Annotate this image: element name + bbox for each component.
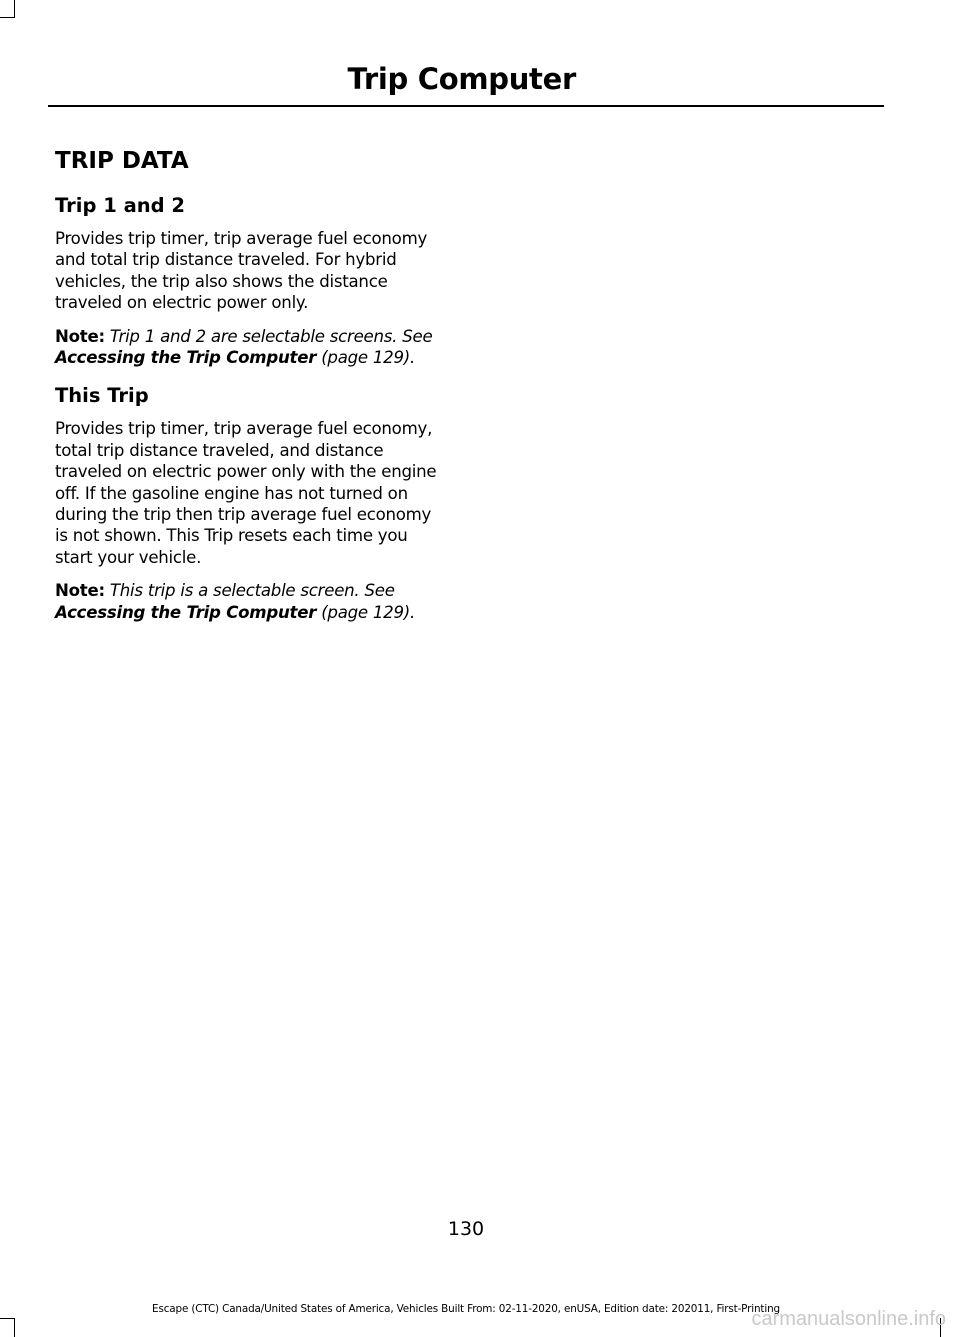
trip-1-2-heading: Trip 1 and 2 <box>55 194 185 217</box>
main-content <box>55 146 447 637</box>
this-trip-description: Provides trip timer, trip average fuel economy, total trip distance traveled, and distance traveled on electric power only with the engine off. If the gasoline engine has not turned on during the trip then trip average fuel economy is not shown. This Trip resets each time you start your vehicle. <box>55 419 437 567</box>
note-label: Note: <box>55 326 105 346</box>
page-reference: (page 129). <box>321 348 416 368</box>
section-heading: TRIP DATA <box>55 148 189 174</box>
page-reference: (page 129). <box>321 602 416 622</box>
edition-footer: Escape (CTC) Canada/United States of America, Vehicles Built From: 02-11-2020, enUSA, Edition date: 202011, First-Printing <box>152 1303 780 1315</box>
page-number: 130 <box>447 1218 485 1240</box>
header-divider <box>48 105 884 107</box>
crop-mark-bottom-left <box>0 1318 14 1319</box>
note-label: Note: <box>55 581 105 601</box>
cross-reference-link[interactable]: Accessing the Trip Computer <box>55 602 317 622</box>
this-trip-heading: This Trip <box>55 384 149 408</box>
note-text: This trip is a selectable screen. See <box>109 581 395 601</box>
watermark: carmanualsonline.info <box>751 1308 946 1330</box>
trip-1-2-note <box>55 326 447 369</box>
this-trip-note <box>55 580 447 623</box>
trip-1-2-description: Provides trip timer, trip average fuel economy and total trip distance traveled. For hybrid vehicles, the trip also shows the distance traveled on electric power only. <box>55 229 428 313</box>
crop-mark-bottom-left <box>14 1318 15 1337</box>
crop-mark-top-left <box>0 17 14 18</box>
crop-mark-top-left <box>14 0 15 18</box>
note-text: Trip 1 and 2 are selectable screens. See <box>109 326 433 346</box>
page-header-title: Trip Computer <box>347 62 576 96</box>
cross-reference-link[interactable]: Accessing the Trip Computer <box>55 348 317 368</box>
